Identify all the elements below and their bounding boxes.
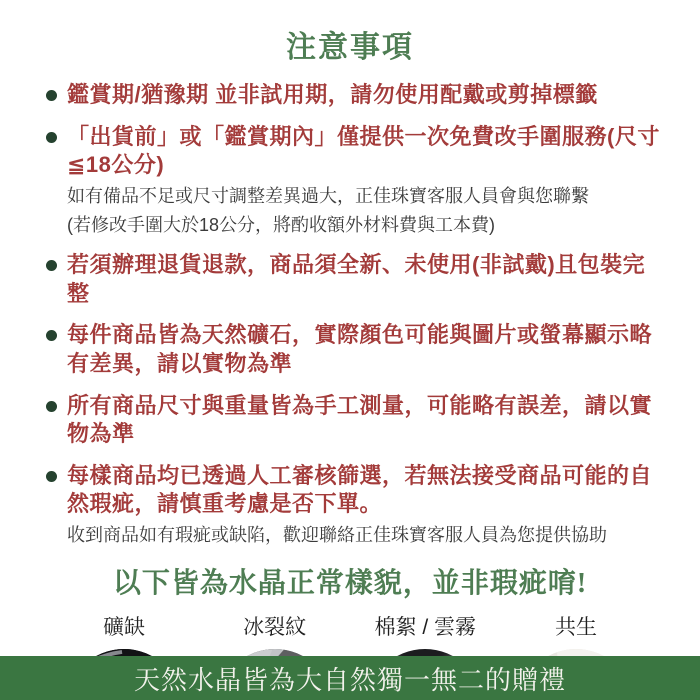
note-subtext: 收到商品如有瑕疵或缺陷，歡迎聯絡正佳珠寶客服人員為您提供協助 [67,524,607,545]
note-item [46,321,664,378]
bullet-dot-icon [46,471,57,482]
note-text: 若須辦理退貨退款，商品須全新、未使用(非試戴)且包裝完整 [67,252,646,306]
note-text: 鑑賞期/猶豫期 並非試用期，請勿使用配戴或剪掉標籤 [67,82,598,107]
bullet-dot-icon [46,260,57,271]
notes-list [46,81,664,548]
crystal-label: 冰裂紋 [243,616,307,640]
bullet-dot-icon [46,90,57,101]
crystal-section-heading: 以下皆為水晶正常樣貌，並非瑕疵唷! [112,568,588,600]
bullet-dot-icon [46,132,57,143]
footer-text: 天然水晶皆為大自然獨一無二的贈禮 [133,665,566,695]
crystal-label: 棉絮 / 雲霧 [374,616,477,640]
crystal-label: 共生 [554,616,597,640]
note-item [46,462,664,548]
note-item [46,392,664,449]
bullet-dot-icon [46,401,57,412]
note-subtext: 如有備品不足或尺寸調整差異過大，正佳珠寶客服人員會與您聯繫 [67,185,589,206]
footer-bar [0,656,700,700]
note-item [46,251,664,308]
page-title: 注意事項 [286,31,414,64]
crystal-label: 礦缺 [103,616,145,640]
note-text: 每件商品皆為天然礦石，實際顏色可能與圖片或螢幕顯示略有差異，請以實物為準 [67,322,653,376]
note-text: 所有商品尺寸與重量皆為手工測量，可能略有誤差，請以實物為準 [67,392,653,447]
note-item [46,81,664,110]
bullet-dot-icon [46,330,57,341]
note-text: 每樣商品均已透過人工審核篩選，若無法接受商品可能的自然瑕疵，請慎重考慮是否下單。 [67,462,653,517]
note-item [46,123,664,239]
note-subtext: (若修改手圍大於18公分，將酌收額外材料費與工本費) [67,214,496,235]
note-text: 「出貨前」或「鑑賞期內」僅提供一次免費改手圍服務(尺寸≦18公分) [67,123,660,178]
